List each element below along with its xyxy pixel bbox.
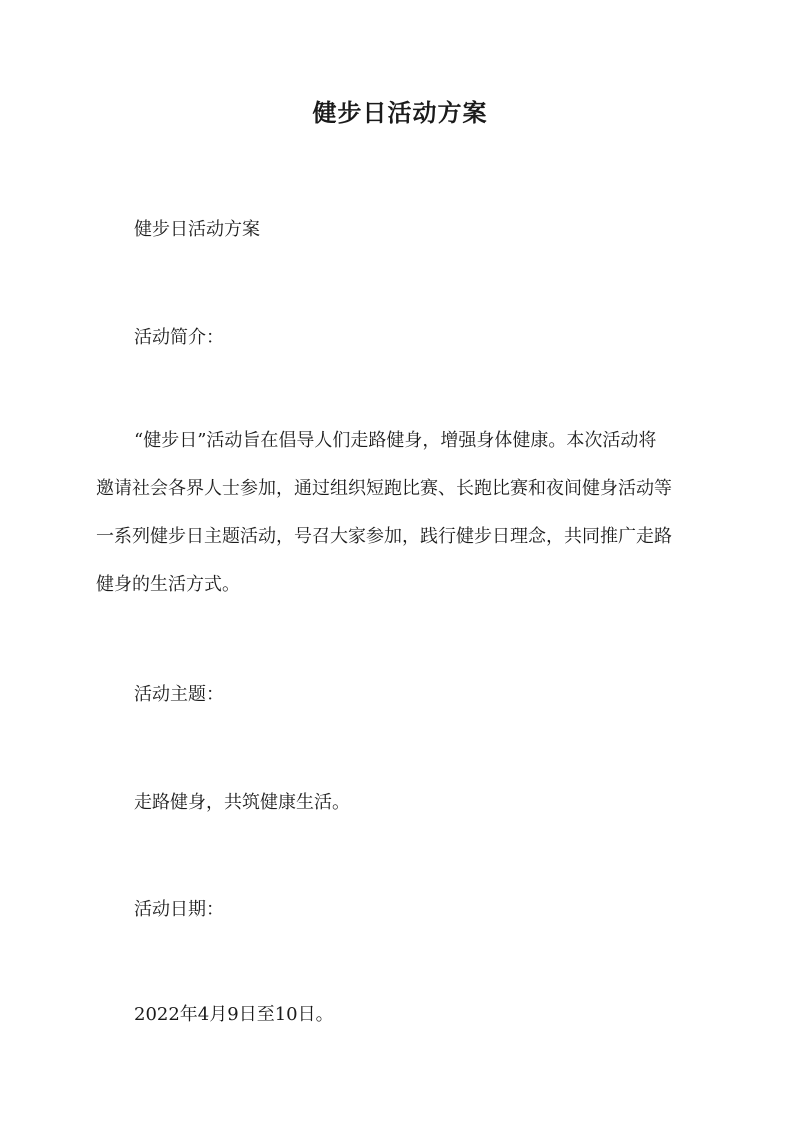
document-title: 健步日活动方案 <box>312 98 488 127</box>
date-text: 2022年4月9日至10日。 <box>134 1004 334 1025</box>
date-label: 活动日期： <box>134 899 224 920</box>
intro-line-3: 一系列健步日主题活动，号召大家参加，践行健步日理念，共同推广走路 <box>96 526 672 547</box>
theme-text: 走路健身，共筑健康生活。 <box>134 792 350 813</box>
intro-paragraph <box>96 417 708 609</box>
theme-label: 活动主题： <box>134 684 224 705</box>
intro-label: 活动简介： <box>134 327 224 348</box>
intro-line-1: “健步日”活动旨在倡导人们走路健身，增强身体健康。本次活动将 <box>134 430 657 451</box>
section-heading: 健步日活动方案 <box>134 219 260 240</box>
intro-line-4: 健身的生活方式。 <box>96 574 240 595</box>
intro-line-2: 邀请社会各界人士参加，通过组织短跑比赛、长跑比赛和夜间健身活动等 <box>96 478 672 499</box>
